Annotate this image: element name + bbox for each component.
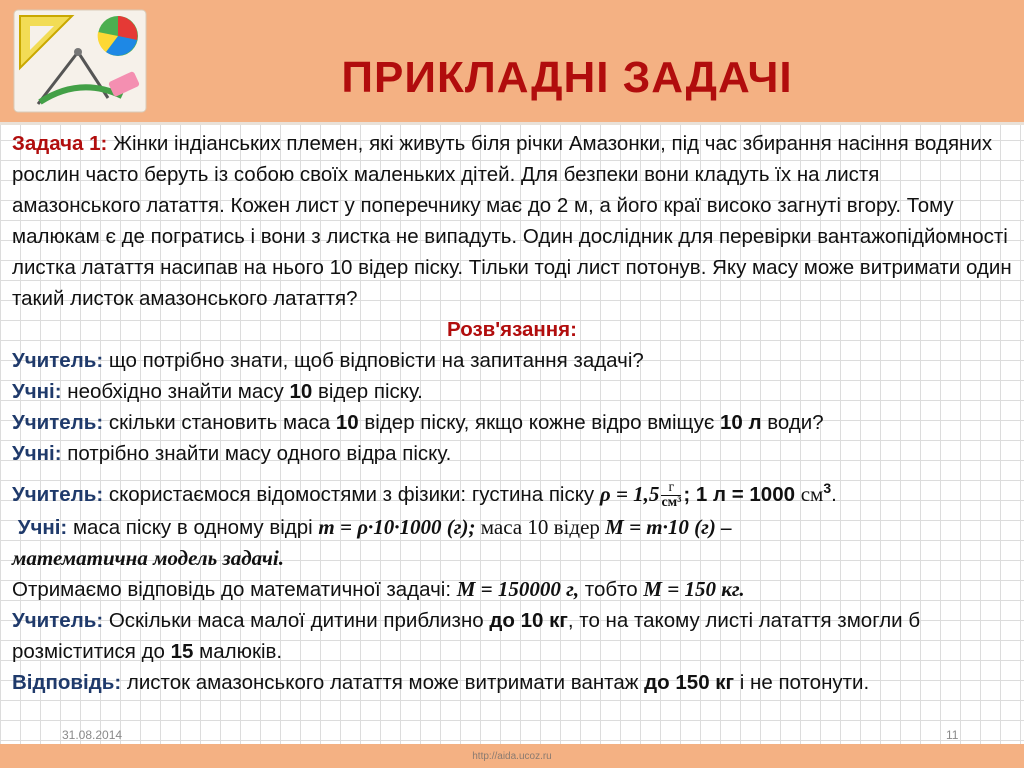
bold-phrase: до 150 кг: [644, 670, 735, 694]
dialog-text: .: [831, 482, 837, 506]
dialog-text: скористаємося відомостями з фізики: густина піску: [103, 482, 600, 506]
dialog-text: що потрібно знати, щоб відповісти на запитання задачі?: [103, 349, 644, 372]
header-band: [0, 0, 1024, 125]
dialog-text: Оскільки маса малої дитини приблизно: [103, 608, 490, 632]
dialog-text: маса піску в одному відрі: [67, 515, 319, 539]
math-model-line: [12, 543, 1012, 574]
solution-heading-line: [12, 314, 1012, 345]
bold-number: 15: [170, 639, 194, 663]
dialog-line-8: [12, 605, 1012, 667]
dialog-text: тобто: [579, 577, 644, 601]
task-paragraph: [12, 128, 1012, 314]
dialog-text: маса 10 відер: [475, 514, 606, 539]
dialog-text: скільки становить маса: [103, 411, 336, 434]
dialog-line-2: [12, 376, 1012, 407]
density-formula: ρ = 1,5: [599, 481, 660, 506]
fraction-denominator: см³: [661, 494, 682, 510]
teacher-label: Учитель:: [12, 349, 104, 372]
total-mass-formula: M = m·10 (г) –: [605, 514, 732, 539]
students-label: Учні:: [12, 442, 62, 465]
slide-title: ПРИКЛАДНІ ЗАДАЧІ: [341, 53, 793, 102]
bold-volume: 10 л: [720, 411, 762, 434]
teacher-label: Учитель:: [12, 411, 104, 434]
teacher-label: Учитель:: [12, 482, 104, 506]
dialog-line-1: [12, 345, 1012, 376]
students-label: Учні:: [17, 515, 68, 539]
unit-cm: см: [800, 481, 824, 506]
fraction-numerator: г: [661, 481, 681, 496]
dialog-text: води?: [761, 411, 824, 434]
students-label: Учні:: [12, 380, 62, 403]
dialog-text: і не потонути.: [734, 670, 870, 694]
bold-number: 10: [289, 380, 313, 403]
bold-phrase: до 10 кг: [489, 608, 568, 632]
dialog-text: відер піску, якщо кожне відро вміщує: [358, 411, 720, 434]
dialog-text: , то на такому листі латаття змогли б розміститися до: [12, 608, 921, 663]
answer-label: Відповідь:: [12, 670, 122, 694]
bold-number: 10: [335, 411, 359, 434]
dialog-text: листок амазонського латаття може витримати вантаж: [121, 670, 645, 694]
mass-formula: m = ρ·10·1000 (г);: [318, 514, 476, 539]
teacher-label: Учитель:: [12, 608, 104, 632]
math-model: математична модель задачі.: [12, 545, 284, 570]
dialog-line-5: [12, 473, 1012, 510]
task-text: Жінки індіанських племен, які живуть біля річки Амазонки, під час збирання насіння водяних рослин часто беруть із собою своїх маленьких дітей. Для безпеки вони кладуть їх на листя амазонського латаття. Кожен лист у поперечнику має до 2 м, а його краї високо загнуті вгору. Тому малюкам є де погратись і вони з листка не випадуть. Один дослідник для перевірки вантажопідйомності листка латаття насипав на нього 10 відер піску. Тільки тоді лист потонув. Яку масу може витримати один такий листок амазонського латаття?: [12, 132, 1012, 310]
density-fraction: [661, 481, 681, 510]
semicolon: ;: [683, 482, 691, 506]
slide-number: 11: [946, 728, 959, 742]
result-grams: M = 150000 г,: [456, 576, 580, 601]
slide-body: [12, 128, 1012, 698]
dialog-text: малюків.: [193, 639, 283, 663]
dialog-text: відер піску.: [312, 380, 423, 403]
geometry-tools-logo: [10, 6, 150, 116]
dialog-line-4: [12, 438, 1012, 469]
dialog-line-7: [12, 574, 1012, 605]
footer-band: [0, 744, 1024, 768]
footer-url: http://aida.ucoz.ru: [472, 751, 552, 762]
dialog-text: необхідно знайти масу: [61, 380, 290, 403]
footer-date: 31.08.2014: [62, 728, 123, 742]
dialog-line-6: [12, 512, 1012, 543]
result-kilograms: M = 150 кг.: [643, 576, 745, 601]
dialog-text: Отримаємо відповідь до математичної задачі:: [12, 577, 457, 601]
answer-line: [12, 667, 1012, 698]
unit-exponent: 3: [823, 480, 832, 496]
dialog-text: потрібно знайти масу одного відра піску.: [61, 442, 452, 465]
litre-equation: 1 л = 1000: [690, 482, 801, 506]
dialog-line-3: [12, 407, 1012, 438]
task-label: Задача 1:: [12, 132, 108, 155]
solution-heading: Розв'язання:: [447, 318, 577, 341]
